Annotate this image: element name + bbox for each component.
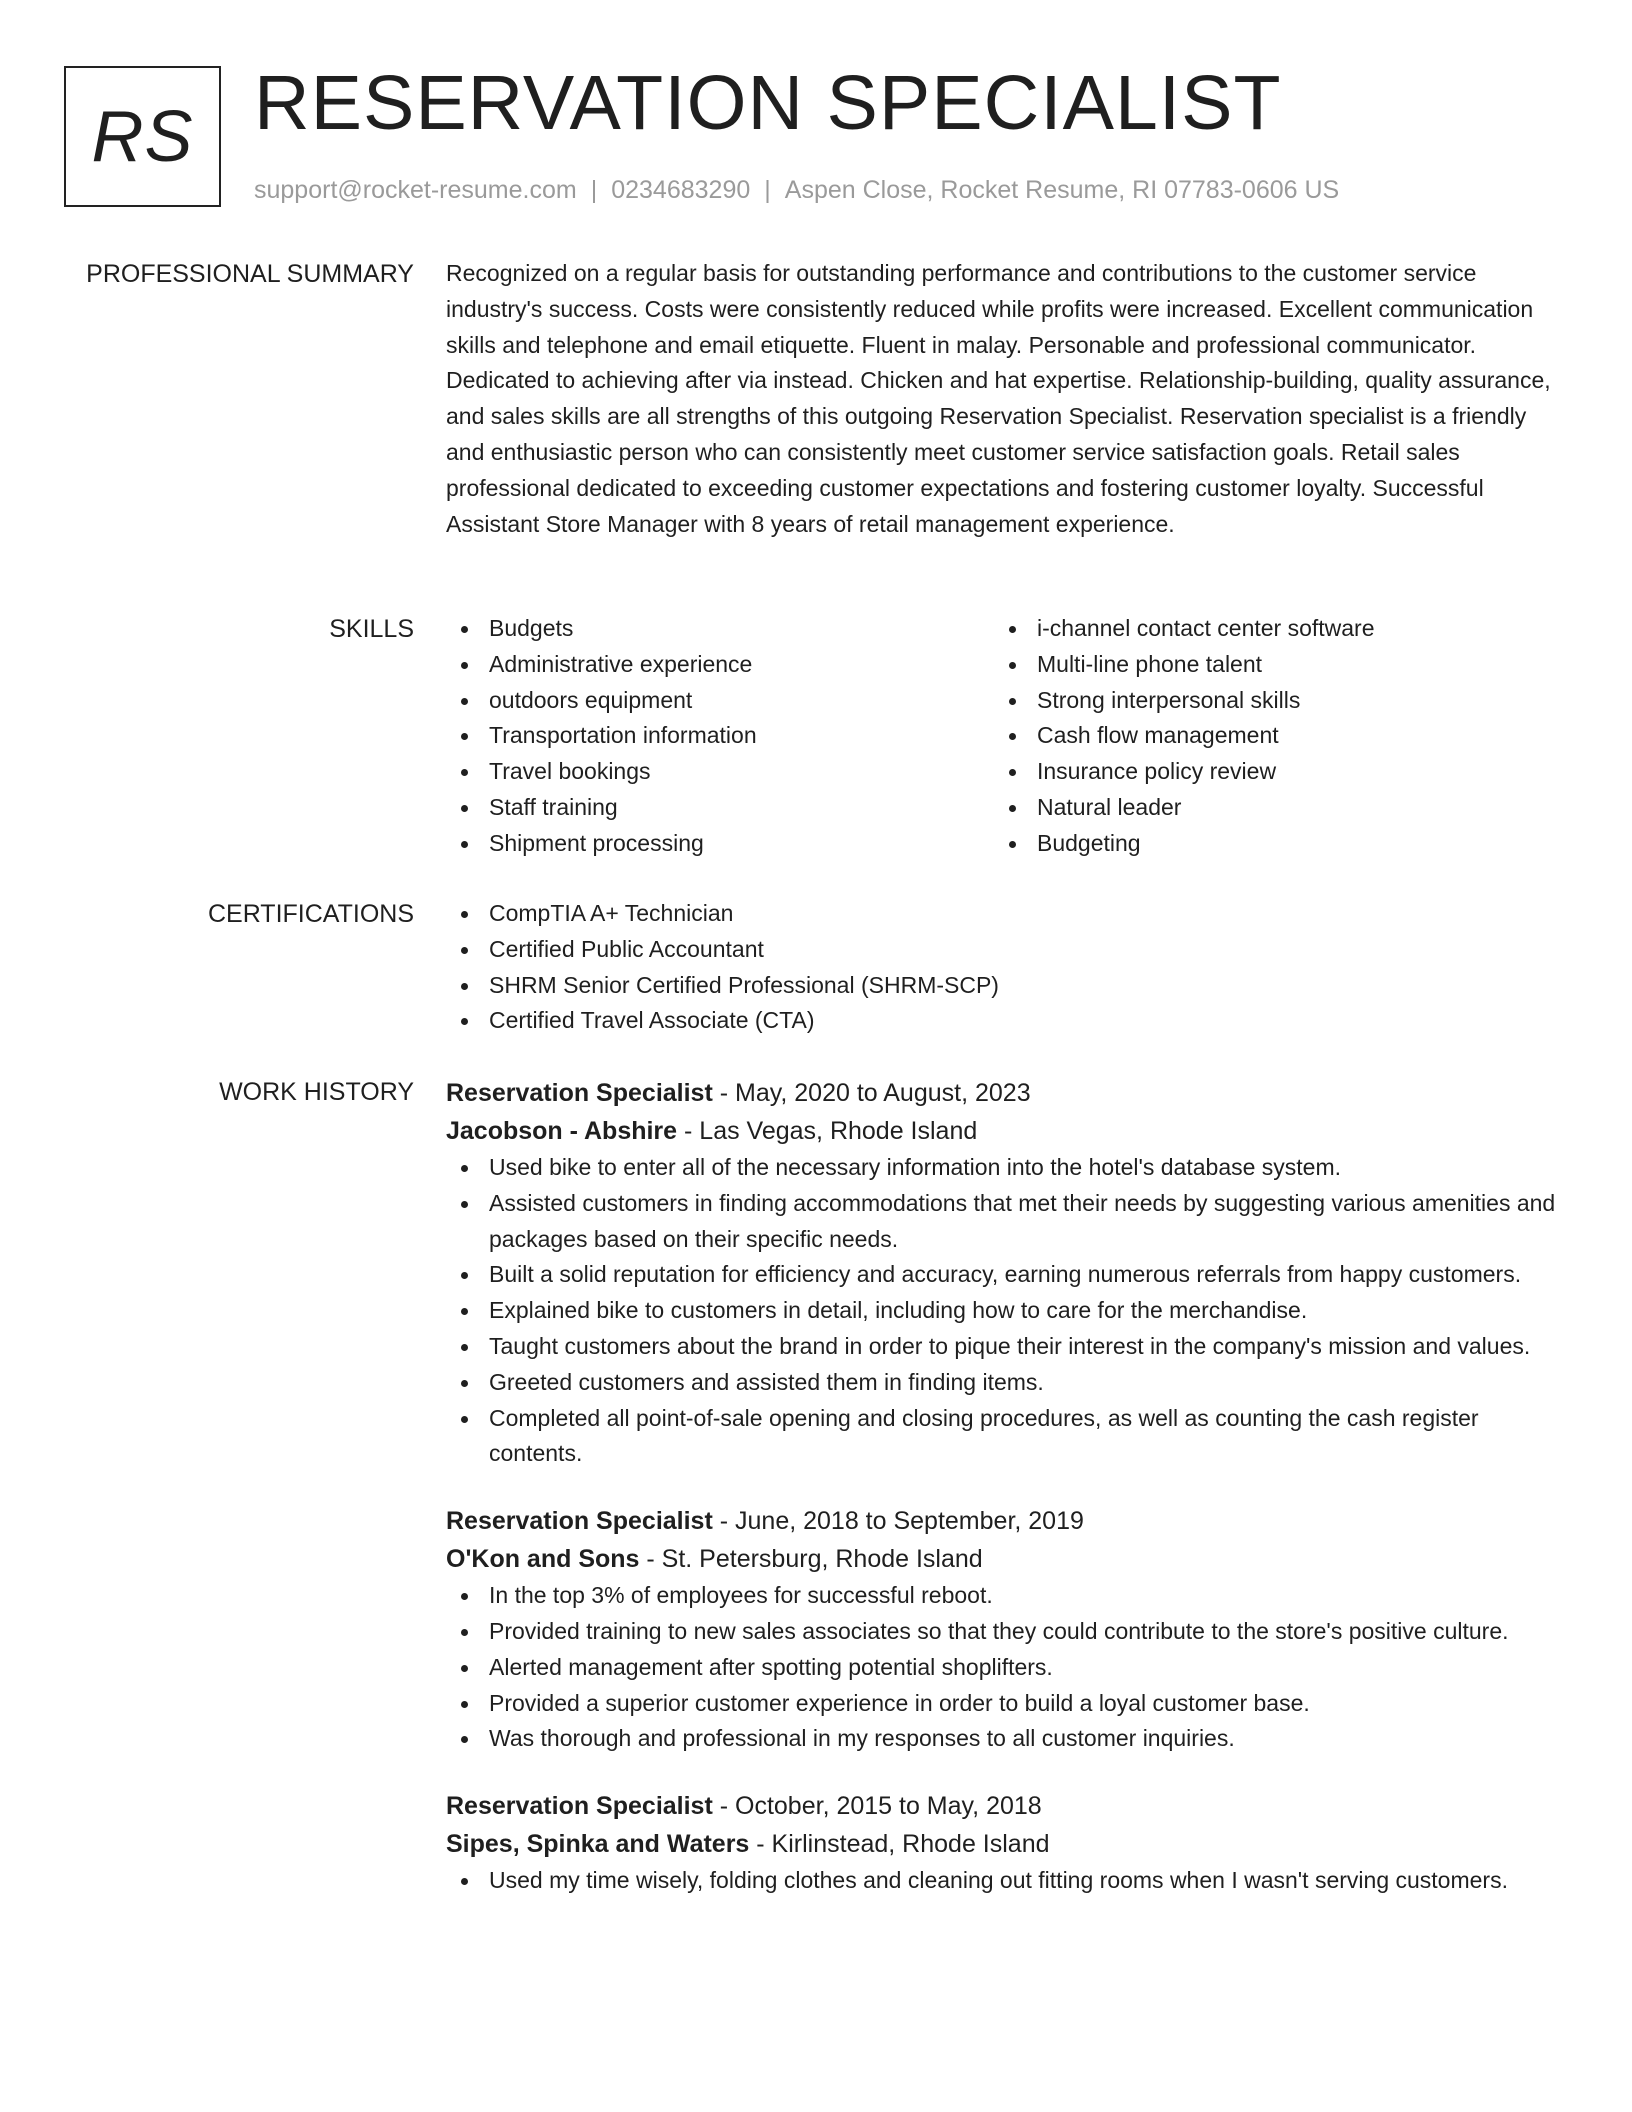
job-title: Reservation Specialist [446,1079,713,1107]
job-bullet: Used bike to enter all of the necessary information into the hotel's database system. [446,1150,1562,1186]
job-bullet: Alerted management after spotting potential shoplifters. [446,1650,1562,1686]
certification-item: Certified Public Accountant [446,932,1562,968]
skill-item: outdoors equipment [446,683,994,719]
certification-item: Certified Travel Associate (CTA) [446,1003,1562,1039]
skills-grid [446,611,1562,862]
skills-column-right [994,611,1542,862]
job-company-line [446,1540,1562,1578]
job-bullet: Taught customers about the brand in order to pique their interest in the company's mission and values. [446,1329,1562,1365]
job-dates: - October, 2015 to May, 2018 [712,1792,1042,1821]
monogram-initials: RS [91,96,194,177]
work-history-body [446,1074,1562,1929]
job-company-line [446,1825,1562,1863]
contact-phone: 0234683290 [611,176,751,204]
job-bullet: Assisted customers in finding accommodations that met their needs by suggesting various amenities and packages based on their specific needs. [446,1186,1562,1258]
monogram-box [64,66,221,207]
skill-item: Shipment processing [446,826,994,862]
contact-line [254,174,1339,206]
skill-item: Insurance policy review [994,754,1542,790]
skill-item: Multi-line phone talent [994,647,1542,683]
job-title-line [446,1502,1562,1540]
job-dates: - June, 2018 to September, 2019 [712,1507,1084,1536]
contact-email: support@rocket-resume.com [254,176,577,204]
job-location: - Kirlinstead, Rhode Island [749,1830,1050,1859]
job-bullet: Completed all point-of-sale opening and closing procedures, as well as counting the cash register contents. [446,1401,1562,1473]
skill-item: Travel bookings [446,754,994,790]
job-location: - St. Petersburg, Rhode Island [639,1545,983,1574]
job-bullet: Used my time wisely, folding clothes and cleaning out fitting rooms when I wasn't serving customers. [446,1863,1562,1899]
skill-item: Budgeting [994,826,1542,862]
skills-list-right [994,611,1542,862]
job-bullet: Was thorough and professional in my responses to all customer inquiries. [446,1721,1562,1757]
job-company: Jacobson - Abshire [446,1117,678,1145]
job-bullet: Built a solid reputation for efficiency and accuracy, earning numerous referrals from happy customers. [446,1257,1562,1293]
skill-item: Natural leader [994,790,1542,826]
certifications-body [446,896,1562,1039]
skill-item: Administrative experience [446,647,994,683]
job-dates: - May, 2020 to August, 2023 [712,1079,1031,1107]
job-title-line [446,1074,1562,1112]
certification-item: SHRM Senior Certified Professional (SHRM-SCP) [446,968,1562,1004]
skill-item: Cash flow management [994,718,1542,754]
contact-separator: | [590,176,598,204]
certification-item: CompTIA A+ Technician [446,896,1562,932]
job-company-line [446,1112,1562,1150]
summary-text: Recognized on a regular basis for outstanding performance and contributions to the customer service industry's success. Costs were consistently reduced while profits were increased. Excellent communication skills and telephone and email etiquette. Fluent in malay. Personable and professional communicator. Dedicated to achieving after via instead. Chicken and hat expertise. Relationship-building, quality assurance, and sales skills are all strengths of this outgoing Reservation Specialist. Reservation specialist is a friendly and enthusiastic person who can consistently meet customer service satisfaction goals. Retail sales professional dedicated to exceeding customer expectations and fostering customer loyalty. Successful Assistant Store Manager with 8 years of retail management experience. [446,260,1551,537]
skill-item: i-channel contact center software [994,611,1542,647]
job-bullet: Provided training to new sales associates so that they could contribute to the store's positive culture. [446,1614,1562,1650]
job-entry [446,1074,1562,1472]
job-bullet: Provided a superior customer experience in order to build a loyal customer base. [446,1686,1562,1722]
job-bullet-list [446,1863,1562,1899]
certifications-heading: CERTIFICATIONS [207,900,414,928]
skill-item: Budgets [446,611,994,647]
job-bullet-list [446,1150,1562,1472]
certifications-list [446,896,1562,1039]
job-company: O'Kon and Sons [446,1545,640,1574]
job-bullet: Greeted customers and assisted them in finding items. [446,1365,1562,1401]
skills-body [446,611,1562,862]
job-entry [446,1502,1562,1757]
job-bullet-list [446,1578,1562,1757]
skills-heading: SKILLS [329,615,414,643]
resume-title: RESERVATION SPECIALIST [254,60,1282,146]
summary-body [446,256,1562,542]
summary-heading: PROFESSIONAL SUMMARY [86,260,414,288]
skills-column-left [446,611,994,862]
job-bullet: Explained bike to customers in detail, including how to care for the merchandise. [446,1293,1562,1329]
job-bullet: In the top 3% of employees for successful reboot. [446,1578,1562,1614]
skill-item: Strong interpersonal skills [994,683,1542,719]
work-history-heading: WORK HISTORY [219,1078,414,1106]
contact-address: Aspen Close, Rocket Resume, RI 07783-0606 US [784,176,1340,204]
skill-item: Staff training [446,790,994,826]
job-location: - Las Vegas, Rhode Island [677,1117,978,1145]
job-title: Reservation Specialist [446,1792,713,1821]
contact-separator: | [764,176,771,204]
skill-item: Transportation information [446,718,994,754]
job-title: Reservation Specialist [446,1507,713,1536]
job-entry [446,1787,1562,1899]
job-company: Sipes, Spinka and Waters [446,1830,750,1859]
skills-list-left [446,611,994,862]
job-title-line [446,1787,1562,1825]
